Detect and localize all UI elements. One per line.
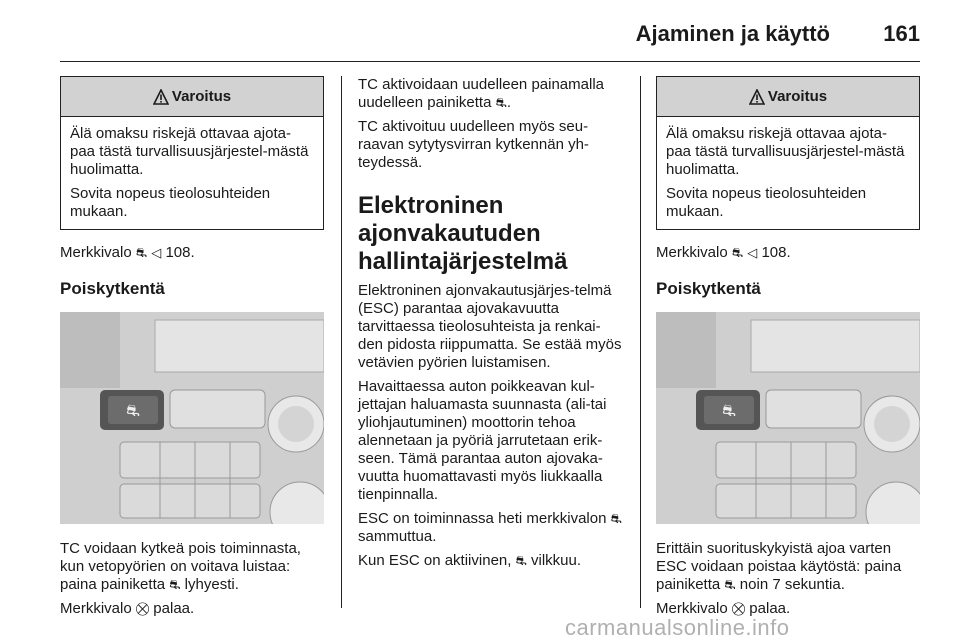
svg-text:⛐: ⛐	[126, 401, 140, 420]
subheading-deactivation: Poiskytkentä	[60, 279, 165, 298]
column-2	[358, 76, 624, 576]
esc-off-symbol-icon: ⛒	[731, 601, 746, 616]
reference-arrow-icon: ◁	[747, 245, 758, 260]
page-reference: 108.	[761, 244, 791, 261]
page-reference: 108.	[165, 244, 195, 261]
subheading-deactivation: Poiskytkentä	[656, 279, 761, 298]
paragraph-tc-ignition: TC aktivoituu uudelleen myös seu-raavan sytytysvirran kytkennän yh-teydessä.	[358, 118, 589, 171]
paragraph-esc-active: ESC on toiminnassa heti merkkivalon ⛐ sammuttua.	[358, 510, 622, 545]
watermark: carmanualsonline.info	[565, 615, 790, 640]
esc-symbol-icon: ⛐	[610, 511, 622, 526]
tc-symbol-icon: ⛐	[169, 577, 181, 592]
svg-text:⛐: ⛐	[722, 401, 736, 420]
indicator-reference	[656, 244, 920, 262]
paragraph-esc-off: Erittäin suorituskykyistä ajoa varten ESC voidaan poistaa käytöstä: paina painiketta ⛐ noin 7 sekuntia.	[656, 540, 902, 593]
esc-symbol-icon: ⛐	[515, 553, 527, 568]
paragraph-esc-blink: Kun ESC on aktiivinen, ⛐ vilkkuu.	[358, 552, 582, 569]
warning-title: Varoitus	[767, 87, 828, 105]
paragraph-indicator-on: Merkkivalo ⛒ palaa.	[60, 600, 195, 617]
page-number: 161	[883, 21, 920, 46]
indicator-label: Merkkivalo	[656, 244, 728, 261]
button-photo	[60, 312, 324, 524]
paragraph-esc-intro: Elektroninen ajonvakautusjärjes-telmä (ESC) parantaa ajovakavuutta tarvittaessa tieolosuhteista ja renkai-den pidosta riippumatta. Se estää myös vetävien pyörien luistamisen.	[358, 282, 622, 371]
indicator-reference	[60, 244, 324, 262]
paragraph-indicator-on: Merkkivalo ⛒ palaa.	[656, 600, 791, 617]
reference-arrow-icon: ◁	[151, 245, 162, 260]
paragraph-esc-function: Havaittaessa auton poikkeavan kul-jettajan haluamasta suunnasta (ali-tai yliohjautuminen) moottorin tehoa alennetaan ja pyöriä jarrutetaan erik-seen. Tämä parantaa auton ajovaka-vuutta huomattavasti myös liukkaalla tienpinnalla.	[358, 378, 607, 503]
paragraph-tc-off: TC voidaan kytkeä pois toiminnasta, kun vetopyörien on voitava luistaa: paina painiketta ⛐ lyhyesti.	[60, 540, 301, 593]
tc-off-symbol-icon: ⛒	[135, 601, 150, 616]
warning-text-1: Älä omaksu riskejä ottavaa ajota-paa tästä turvallisuusjärjestel-mästä huolimatta.	[666, 125, 905, 178]
indicator-label: Merkkivalo	[60, 244, 132, 261]
header-title: Ajaminen ja käyttö	[635, 21, 830, 46]
warning-triangle-icon	[153, 89, 169, 105]
tc-symbol-icon: ⛐	[495, 95, 507, 110]
paragraph-tc-reactivate: TC aktivoidaan uudelleen painamalla uudelleen painiketta ⛐.	[358, 76, 604, 111]
warning-text-2: Sovita nopeus tieolosuhteiden mukaan.	[70, 185, 271, 220]
esc-symbol-icon: ⛐	[731, 245, 744, 260]
button-photo	[656, 312, 920, 524]
esc-symbol-icon: ⛐	[724, 577, 736, 592]
page-header	[60, 18, 920, 62]
warning-text-1: Älä omaksu riskejä ottavaa ajota-paa tästä turvallisuusjärjestel-mästä huolimatta.	[70, 125, 309, 178]
warning-box	[60, 76, 324, 230]
warning-header	[657, 77, 919, 117]
warning-text-2: Sovita nopeus tieolosuhteiden mukaan.	[666, 185, 867, 220]
column-1	[60, 76, 324, 624]
warning-triangle-icon	[749, 89, 765, 105]
column-divider	[640, 76, 641, 608]
warning-box	[656, 76, 920, 230]
warning-header	[61, 77, 323, 117]
warning-title: Varoitus	[171, 87, 232, 105]
column-3	[656, 76, 920, 624]
section-heading-esc: Elektroninen ajonvakautuden hallintajärjestelmä	[358, 192, 568, 275]
tc-symbol-icon: ⛐	[135, 245, 148, 260]
column-divider	[341, 76, 342, 608]
